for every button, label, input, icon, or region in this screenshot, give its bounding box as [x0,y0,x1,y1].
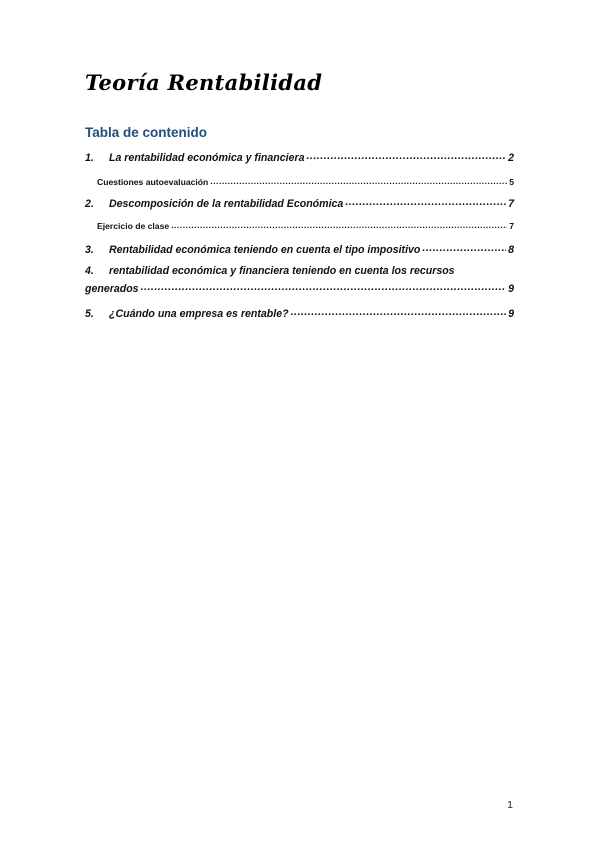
toc-leader-dots [291,306,507,317]
document-title: Teoría Rentabilidad [85,70,323,95]
toc-leader-dots [141,281,507,292]
toc-leader-dots [171,220,507,229]
toc-entry-number: 3. [85,243,94,256]
toc-entry-text: Cuestiones autoevaluación [97,176,209,187]
toc-entry-3[interactable] [85,242,514,256]
toc-entry-page: 7 [509,220,514,231]
toc-entry-page: 9 [508,307,514,320]
toc-entry-page: 5 [509,176,514,187]
toc-entry-text-continued: generados [85,282,139,295]
toc-heading: Tabla de contenido [85,125,208,140]
toc-entry-1-1[interactable] [97,176,514,187]
toc-entry-text: rentabilidad económica y financiera teniendo en cuenta los recursos [109,265,455,277]
toc-entry-number: 1. [85,151,94,164]
toc-entry-page: 7 [508,197,514,210]
toc-entry-text: Descomposición de la rentabilidad Económica [109,197,344,210]
toc-entry-text: ¿Cuándo una empresa es rentable? [109,307,289,320]
toc-leader-dots [306,150,506,161]
toc-entry-text: Ejercicio de clase [97,220,170,231]
toc-entry-page: 8 [508,243,514,256]
toc-leader-dots [422,242,506,253]
toc-entry-number: 5. [85,307,94,320]
toc-entry-5[interactable] [85,306,514,320]
toc-entry-page: 2 [508,151,514,164]
toc-entry-number: 4. [85,265,94,277]
toc-entry-number: 2. [85,197,94,210]
toc-leader-dots [345,196,506,207]
toc-entry-text: La rentabilidad económica y financiera [109,151,305,164]
toc-entry-2[interactable] [85,196,514,210]
toc-entry-page: 9 [508,282,514,295]
toc-entry-2-1[interactable] [97,220,514,231]
toc-entry-1[interactable] [85,150,514,164]
toc-entry-text: Rentabilidad económica teniendo en cuenta el tipo impositivo [109,243,421,256]
toc-entry-4[interactable] [85,265,514,295]
toc-leader-dots [210,176,507,185]
page-number: 1 [507,799,513,811]
